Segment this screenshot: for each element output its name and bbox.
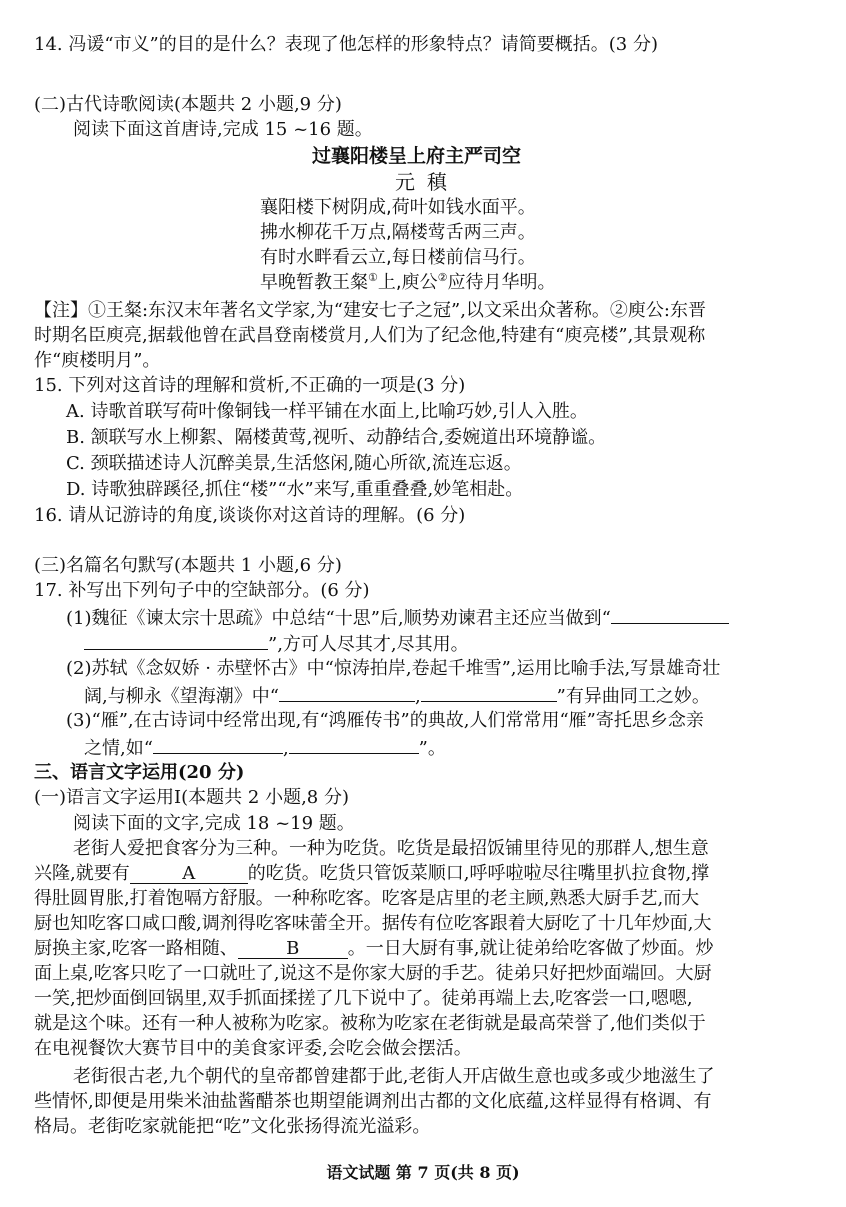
fill-blank[interactable] bbox=[289, 735, 419, 754]
section-3-heading: (三)名篇名句默写(本题共 1 小题,6 分) bbox=[34, 555, 342, 576]
passage-2-line-3: 格局。老街吃家就能把“吃”文化张扬得流光溢彩。 bbox=[34, 1116, 431, 1137]
question-17: 17. 补写出下列句子中的空缺部分。(6 分) bbox=[34, 580, 370, 601]
part-3-instruction: 阅读下面的文字,完成 18 ~19 题。 bbox=[73, 813, 355, 834]
poem-title: 过襄阳楼呈上府主严司空 bbox=[312, 145, 522, 167]
part-3-sub-heading: (一)语言文字运用Ⅰ(本题共 2 小题,8 分) bbox=[34, 787, 349, 808]
q17-item-1-line-2: ”,方可人尽其才,尽其用。 bbox=[84, 631, 469, 657]
q15-option-b: B. 颔联写水上柳絮、隔楼黄莺,视听、动静结合,委婉道出环境静谧。 bbox=[66, 427, 607, 448]
note-line-3: 作“庾楼明月”。 bbox=[34, 350, 161, 371]
q17-item-1-line-1: (1)魏征《谏太宗十思疏》中总结“十思”后,顺势劝谏君主还应当做到“ bbox=[66, 605, 729, 631]
q17-item-2-line-1: (2)苏轼《念奴娇 · 赤壁怀古》中“惊涛拍岸,卷起千堆雪”,运用比喻手法,写景雄奇壮 bbox=[66, 658, 721, 679]
question-16: 16. 请从记游诗的角度,谈谈你对这首诗的理解。(6 分) bbox=[34, 505, 466, 526]
passage-1-line-7: 一笑,把炒面倒回锅里,双手抓面揉搓了几下说中了。徒弟再端上去,吃客尝一口,嗯嗯, bbox=[34, 988, 693, 1009]
poem-author: 元稹 bbox=[395, 170, 459, 194]
q15-option-a: A. 诗歌首联写荷叶像铜钱一样平铺在水面上,比喻巧妙,引人入胜。 bbox=[66, 401, 588, 422]
section-2-instruction: 阅读下面这首唐诗,完成 15 ~16 题。 bbox=[73, 119, 373, 140]
fill-blank[interactable] bbox=[84, 631, 268, 650]
part-3-heading: 三、语言文字运用(20 分) bbox=[34, 762, 245, 783]
question-14: 14. 冯谖“市义”的目的是什么？表现了他怎样的形象特点？请简要概括。(3 分) bbox=[34, 34, 658, 55]
q17-item-2-line-2: 阔,与柳永《望海潮》中“ , ”有异曲同工之妙。 bbox=[84, 683, 710, 709]
passage-1-line-9: 在电视餐饮大赛节目中的美食家评委,会吃会做会摆活。 bbox=[34, 1038, 472, 1059]
note-line-2: 时期名臣庾亮,据载他曾在武昌登南楼赏月,人们为了纪念他,特建有“庾亮楼”,其景观称 bbox=[34, 325, 706, 346]
q15-option-d: D. 诗歌独辟蹊径,抓住“楼”“水”来写,重重叠叠,妙笔相赴。 bbox=[66, 479, 524, 500]
passage-1-line-1: 老街人爱把食客分为三种。一种为吃货。吃货是最招饭铺里待见的那群人,想生意 bbox=[73, 838, 709, 859]
passage-1-line-4: 厨也知吃客口咸口酸,调剂得吃客味蕾全开。据传有位吃客跟着大厨吃了十几年炒面,大 bbox=[34, 913, 712, 934]
passage-1-line-2: 兴隆,就要有 A 的吃货。吃货只管饭菜顺口,呼呼啦啦尽往嘴里扒拉食物,撑 bbox=[34, 863, 710, 884]
passage-1-line-8: 就是这个味。还有一种人被称为吃家。被称为吃家在老街就是最高荣誉了,他们类似于 bbox=[34, 1013, 706, 1034]
fill-blank[interactable] bbox=[153, 735, 283, 754]
page-footer: 语文试题 第 7 页(共 8 页) bbox=[326, 1163, 520, 1182]
fill-blank[interactable] bbox=[611, 605, 729, 624]
q15-option-c: C. 颈联描述诗人沉醉美景,生活悠闲,随心所欲,流连忘返。 bbox=[66, 453, 522, 474]
blank-b[interactable]: B bbox=[238, 940, 348, 959]
passage-2-line-1: 老街很古老,九个朝代的皇帝都曾建都于此,老街人开店做生意也或多或少地滋生了 bbox=[73, 1066, 715, 1087]
note-marker-1: ① bbox=[368, 271, 378, 284]
note-line-1: 【注】①王粲:东汉末年著名文学家,为“建安七子之冠”,以文采出众著称。②庾公:东晋 bbox=[34, 300, 706, 321]
question-15: 15. 下列对这首诗的理解和赏析,不正确的一项是(3 分) bbox=[34, 375, 466, 396]
section-2-heading: (二)古代诗歌阅读(本题共 2 小题,9 分) bbox=[34, 94, 342, 115]
poem-line-1: 襄阳楼下树阴成,荷叶如钱水面平。 bbox=[260, 197, 536, 218]
passage-1-line-5: 厨换主家,吃客一路相随、 B 。一日大厨有事,就让徒弟给吃客做了炒面。炒 bbox=[34, 938, 714, 959]
fill-blank[interactable] bbox=[279, 683, 415, 702]
q17-item-3-line-2: 之情,如“ , ”。 bbox=[84, 735, 446, 761]
q17-item-3-line-1: (3)“雁”,在古诗词中经常出现,有“鸿雁传书”的典故,人们常常用“雁”寄托思乡念亲 bbox=[66, 710, 704, 731]
blank-a[interactable]: A bbox=[130, 865, 248, 884]
passage-1-line-6: 面上桌,吃客只吃了一口就吐了,说这不是你家大厨的手艺。徒弟只好把炒面端回。大厨 bbox=[34, 963, 712, 984]
poem-line-2: 拂水柳花千万点,隔楼莺舌两三声。 bbox=[260, 222, 536, 243]
poem-line-3: 有时水畔看云立,每日楼前信马行。 bbox=[260, 247, 536, 268]
poem-line-4: 早晚暂教王粲①上,庾公②应待月华明。 bbox=[260, 271, 556, 293]
passage-1-line-3: 得肚圆胃胀,打着饱嗝方舒服。一种称吃客。吃客是店里的老主顾,熟悉大厨手艺,而大 bbox=[34, 888, 700, 909]
passage-2-line-2: 些情怀,即便是用柴米油盐酱醋茶也期望能调剂出古都的文化底蕴,这样显得有格调、有 bbox=[34, 1091, 712, 1112]
note-marker-2: ② bbox=[437, 271, 448, 284]
fill-blank[interactable] bbox=[421, 683, 557, 702]
